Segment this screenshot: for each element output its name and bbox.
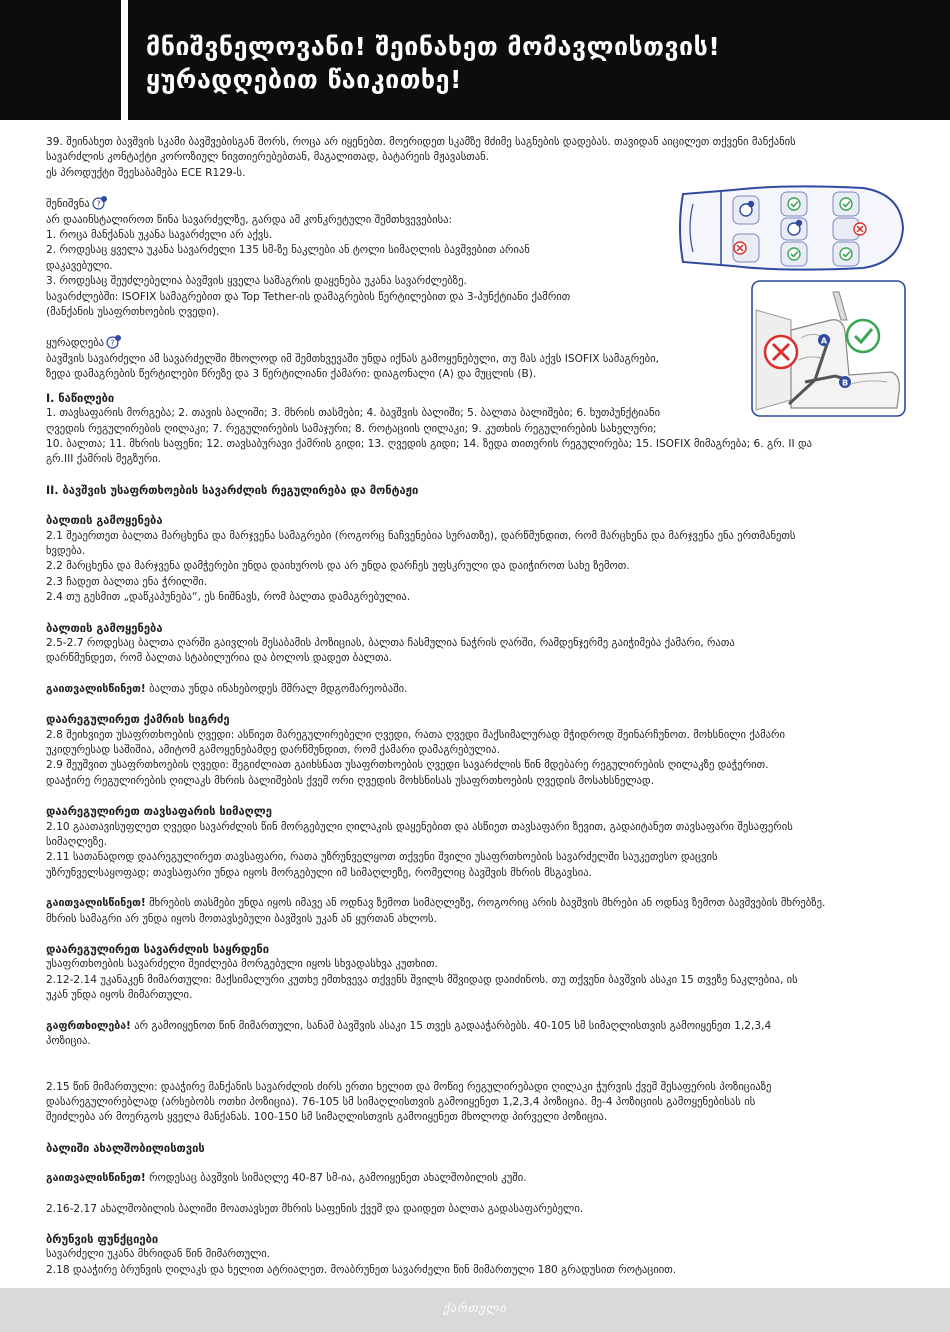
main-content bbox=[46, 135, 906, 1278]
buckle-line: 2.1 შეაერთეთ ბალთა მარცხენა და მარჯვენა სამაგრები (როგორც ნაჩვენებია სურათზე), დარწმუნდით, რომ მარცხენა და მარჯვენა ენა ერთმანეთს bbox=[46, 529, 796, 542]
warning-text: არ გამოიყენოთ წინ მიმართული, სანამ ბავშვის ასაკი 15 თვეს გადააჭარბებს. 40-105 სმ სიმაღლისთვის გამოიყენეთ 1,2,3,4 bbox=[130, 1019, 772, 1032]
headrest-heading: დაარეგულირეთ თავსაფარის სიმაღლე bbox=[46, 805, 272, 819]
buckle-use-heading: ბალთის გამოყენება bbox=[46, 514, 163, 528]
newborn-notice bbox=[46, 1171, 906, 1186]
parts-line: 10. ბალთა; 11. მხრის საფენი; 12. თავსაბურავი ქამრის გიდი; 13. ღვედის გიდი; 14. ზედა თითერის რეგულირება; 15. ISOFIX მიმაგრება; 6. გრ. II და bbox=[46, 437, 813, 450]
note-title-row bbox=[46, 196, 736, 212]
notice-label: გაითვალისწინეთ! bbox=[46, 682, 146, 695]
forward-line: შეიძლება არ მოერგოს ყველა მანქანას. 100-150 სმ სიმაღლისთვის გამოიყენეთ მხოლოდ პირველი პოზიცია. bbox=[46, 1111, 608, 1124]
note-block bbox=[46, 196, 736, 437]
attention-title-row bbox=[46, 335, 736, 351]
note-line: 2. როდესაც ყველა უკანა სავარძელი 135 სმ-ზე ნაკლები ან ტოლი სიმაღლის ბავშვებით არიან bbox=[46, 244, 530, 257]
label-a: A bbox=[820, 336, 828, 346]
intro-line: სავარძლის კონტაქტი კოროზიულ ნივთიერებებთან, მაგალითად, ბატარეის მჟავასთან. bbox=[46, 151, 490, 164]
buckle2-line: 2.5-2.7 როდესაც ბალთა ღარში გაივლის შესაბამის პოზიციას, ბალთა ჩასმულია ნაჭრის ღარში, რამდენჯერმე გაიჭიმება ქამარი, რათა bbox=[46, 636, 735, 649]
notice-text: როდესაც ბავშვის სიმაღლე 40-87 სმ-ია, გამოიყენეთ ახალშობილის კუში. bbox=[145, 1172, 527, 1185]
parts-line: გრ.III ქამრის მეგზური. bbox=[46, 453, 162, 466]
rotation-heading: ბრუნვის ფუნქციები bbox=[46, 1232, 159, 1246]
attention-title: ყურადღება bbox=[46, 337, 105, 350]
page-footer bbox=[0, 1288, 950, 1332]
help-icon bbox=[106, 335, 120, 349]
warning-line: პოზიცია. bbox=[46, 1035, 91, 1048]
notice-2-line: მხრის სამაგრი არ უნდა იყოს მოთავსებული ბავშვის უკან ან ყურთან ახლოს. bbox=[46, 912, 437, 925]
intro-line: 39. შეინახეთ ბავშვის სკამი ბავშვებისგან შორს, როცა არ იყენებთ. მოერიდეთ სკამზე მძიმე საგნების დადებას. თავიდან აიცილეთ თქვენი მანქანის bbox=[46, 136, 796, 148]
notice-text: ბალთა უნდა ინახებოდეს მშრალ მდგომარეობაში. bbox=[145, 682, 408, 695]
note-line: სავარძლებში: ISOFIX სამაგრებით და Top Tether-ის დამაგრების წერტილებით და 3-პუნქტიანი ქამრით bbox=[46, 290, 571, 303]
note-line: (მანქანის უსაფრთხოების ღვედი). bbox=[46, 306, 220, 319]
note-line: არ დააინსტალიროთ წინა სავარძელზე, გარდა ამ კონკრეტული შემთხვევებისა: bbox=[46, 213, 453, 226]
warning bbox=[46, 1019, 906, 1034]
note-line: 1. როცა მანქანას უკანა სავარძელი არ აქვს. bbox=[46, 229, 273, 242]
svg-text:?: ? bbox=[110, 338, 115, 348]
belt-length-heading: დაარეგულირეთ ქამრის სიგრძე bbox=[46, 713, 230, 727]
buckle-line: 2.3 ჩადეთ ბალთა ენა ჭრილში. bbox=[46, 575, 208, 588]
footer-language: ქართული bbox=[443, 1301, 507, 1315]
newborn-heading: ბალიში ახალშობილისთვის bbox=[46, 1141, 205, 1155]
parts-line: ღვედის რეგულირების ღილაკი; 7. რეგულირების სამაჯური; 8. როტაციის ღილაკი; 9. კუთხის რეგულირების სახელური; bbox=[46, 422, 657, 435]
section-2-heading: II. ბავშვის უსაფრთხოების სავარძლის რეგულირება და მონტაჟი bbox=[46, 483, 419, 497]
backrest-line: უკან უნდა იყოს მიმართული. bbox=[46, 989, 193, 1002]
note-line: დაკავებული. bbox=[46, 259, 113, 272]
parts-line: 1. თავსაფარის მორგება; 2. თავის ბალიში; 3. მხრის თასმები; 4. ბავშვის ბალიში; 5. ბალთა ბალიშები; 6. ხუთპუნქტიანი bbox=[46, 407, 661, 420]
page-header bbox=[0, 0, 950, 120]
notice-2 bbox=[46, 896, 906, 911]
attention-line: ზედა დამაგრების წერტილები წრეზე და 3 წერტილიანი ქამარი: დიაგონალი (A) და მუცლის (B). bbox=[46, 368, 537, 381]
buckle2-line: დარწმუნდეთ, რომ ბალთა სტაბილურია და ბოლოს დადეთ ბალთა. bbox=[46, 652, 393, 665]
belt-line: 2.8 შეიხვიეთ უსაფრთხოების ღვედი: ასწიეთ მარეგულირებელი ღვედი, რათა ღვედი მაქსიმალურად მჭიდროდ შეინარჩუნოთ. მოხსნილი ქამარი bbox=[46, 728, 785, 741]
title-line-2: ყურადღებით წაიკითხე! bbox=[146, 65, 462, 94]
parts-heading: I. ნაწილები bbox=[46, 391, 115, 405]
notice-text: მხრების თასმები უნდა იყოს იმავე ან ოდნავ ზემოთ სიმაღლეზე, როგორიც არის ბავშვის მხრები ან ოდნავ ზემოთ ბავშვების მხრებზე. bbox=[145, 897, 826, 910]
header-black-block bbox=[0, 0, 121, 120]
newborn-line: 2.16-2.17 ახალშობილის ბალიში მოათავსეთ მხრის საფენის ქვეშ და დაიდეთ ბალთა გადასაფარებელი. bbox=[46, 1202, 584, 1215]
forward-line: 2.15 წინ მიმართული: დააჭირე მანქანის სავარძლის ძირს ერთი ხელით და მოწიე რეგულირებადი ღილაკი ჭურვის ქვეშ შესაფერის პოზიციაზე bbox=[46, 1080, 772, 1093]
attention-line: ბავშვის სავარძელი ამ სავარძელში მხოლოდ იმ შემთხვევაში უნდა იქნას გამოყენებული, თუ მას აქვს ISOFIX სამაგრები, bbox=[46, 352, 659, 365]
notice-label: გაითვალისწინეთ! bbox=[46, 897, 146, 910]
note-title: შენიშვნა bbox=[46, 198, 90, 211]
buckle-line: 2.4 თუ გესმით „დაწკაპუნება“, ეს ნიშნავს, რომ ბალთა დამაგრებულია. bbox=[46, 591, 411, 604]
note-line: 3. როდესაც შეუძლებელია ბავშვის ყველა სამაგრის დაყენება უკანა სავარძლებზე. bbox=[46, 275, 467, 288]
buckle-use-2-heading: ბალთის გამოყენება bbox=[46, 621, 163, 635]
label-b: B bbox=[841, 378, 849, 388]
warning-label: გაფრთხილება! bbox=[46, 1019, 131, 1032]
rotation-line: 2.18 დააჭირე ბრუნვის ღილაკს და ხელით ატრიალეთ. მოაბრუნეთ სავარძელი წინ მიმართული 180 გრადუსით როტაციით. bbox=[46, 1263, 677, 1276]
page-title bbox=[146, 30, 936, 96]
buckle-line: 2.2 მარცხენა და მარჯვენა დამჭერები უნდა დაიხუროს და არ უნდა დარჩეს უფსკრული და დაიჭიროთ სახე ზემოთ. bbox=[46, 560, 630, 573]
title-line-1: მნიშვნელოვანი! შეინახეთ მომავლისთვის! bbox=[146, 32, 721, 61]
headrest-line: სიმაღლეზე. bbox=[46, 836, 107, 849]
backrest-heading: დაარეგულირეთ სავარძლის საყრდენი bbox=[46, 943, 270, 957]
intro-line: ეს პროდუქტი შეესაბამება ECE R129-ს. bbox=[46, 166, 246, 179]
belt-line: დააჭირე რეგულირების ღილაკს მხრის ბალიშების ქვეშ ორი ღვედის მოხსნისას უსაფრთხოების ღვედის მოსახსნელად. bbox=[46, 774, 655, 787]
rotation-line: სავარძელი უკანა მხრიდან წინ მიმართული. bbox=[46, 1248, 271, 1261]
headrest-line: 2.10 გაათავისუფლეთ ღვედი სავარძლის წინ მორგებული ღილაკის დაყენებით და ასწიეთ თავსაფარი ზევით, გადაიტანეთ თავსაფარი შესაფერის bbox=[46, 820, 793, 833]
headrest-line: 2.11 სათანადოდ დაარეგულირეთ თავსაფარი, რათა უზრუნველყოთ თქვენი შვილი უსაფრთხოების სავარძელში საუკეთესო დაცვის bbox=[46, 851, 718, 864]
notice-1 bbox=[46, 682, 906, 697]
header-divider bbox=[121, 0, 128, 120]
backrest-line: 2.12-2.14 უკანაკენ მიმართული: მაქსიმალური კუთხე ემთხვევა თქვენს შვილს მშვიდად დაიძინოს. თუ თქვენი ბავშვის ასაკი 15 თვეზე ნაკლებია, ის bbox=[46, 973, 798, 986]
svg-text:?: ? bbox=[96, 199, 101, 209]
notice-label: გაითვალისწინეთ! bbox=[46, 1172, 146, 1185]
help-icon bbox=[92, 196, 106, 210]
forward-line: დასარეგულირებლად (არსებობს ოთხი პოზიცია). 76-105 სმ სიმაღლისთვის გამოიყენეთ 1,2,3,4 პოზიცია. მე-4 პოზიციის გამოყენებისას ის bbox=[46, 1095, 756, 1108]
headrest-line: უზრუნველსაყოფად; თავსაფარი უნდა იყოს მორგებული იმ სიმაღლეზე, რომელიც ბავშვის მხრის მსგავსია. bbox=[46, 866, 592, 879]
belt-line: 2.9 შეუშვით უსაფრთხოების ღვედი: შეგიძლიათ გაიხსნათ უსაფრთხოების ღვედი სავარძლის წინ მდებარე რეგულირების ღილაკზე დაჭერით. bbox=[46, 759, 769, 772]
backrest-line: უსაფრთხოების სავარძელი შეიძლება მორგებული იყოს სხვადასხვა კუთხით. bbox=[46, 958, 438, 971]
buckle-line: ხვდება. bbox=[46, 544, 86, 557]
belt-line: უკიდურესად საშიშია, ამიტომ გამოყენებამდე დარწმუნდით, რომ ქამარი დამაგრებულია. bbox=[46, 744, 500, 756]
